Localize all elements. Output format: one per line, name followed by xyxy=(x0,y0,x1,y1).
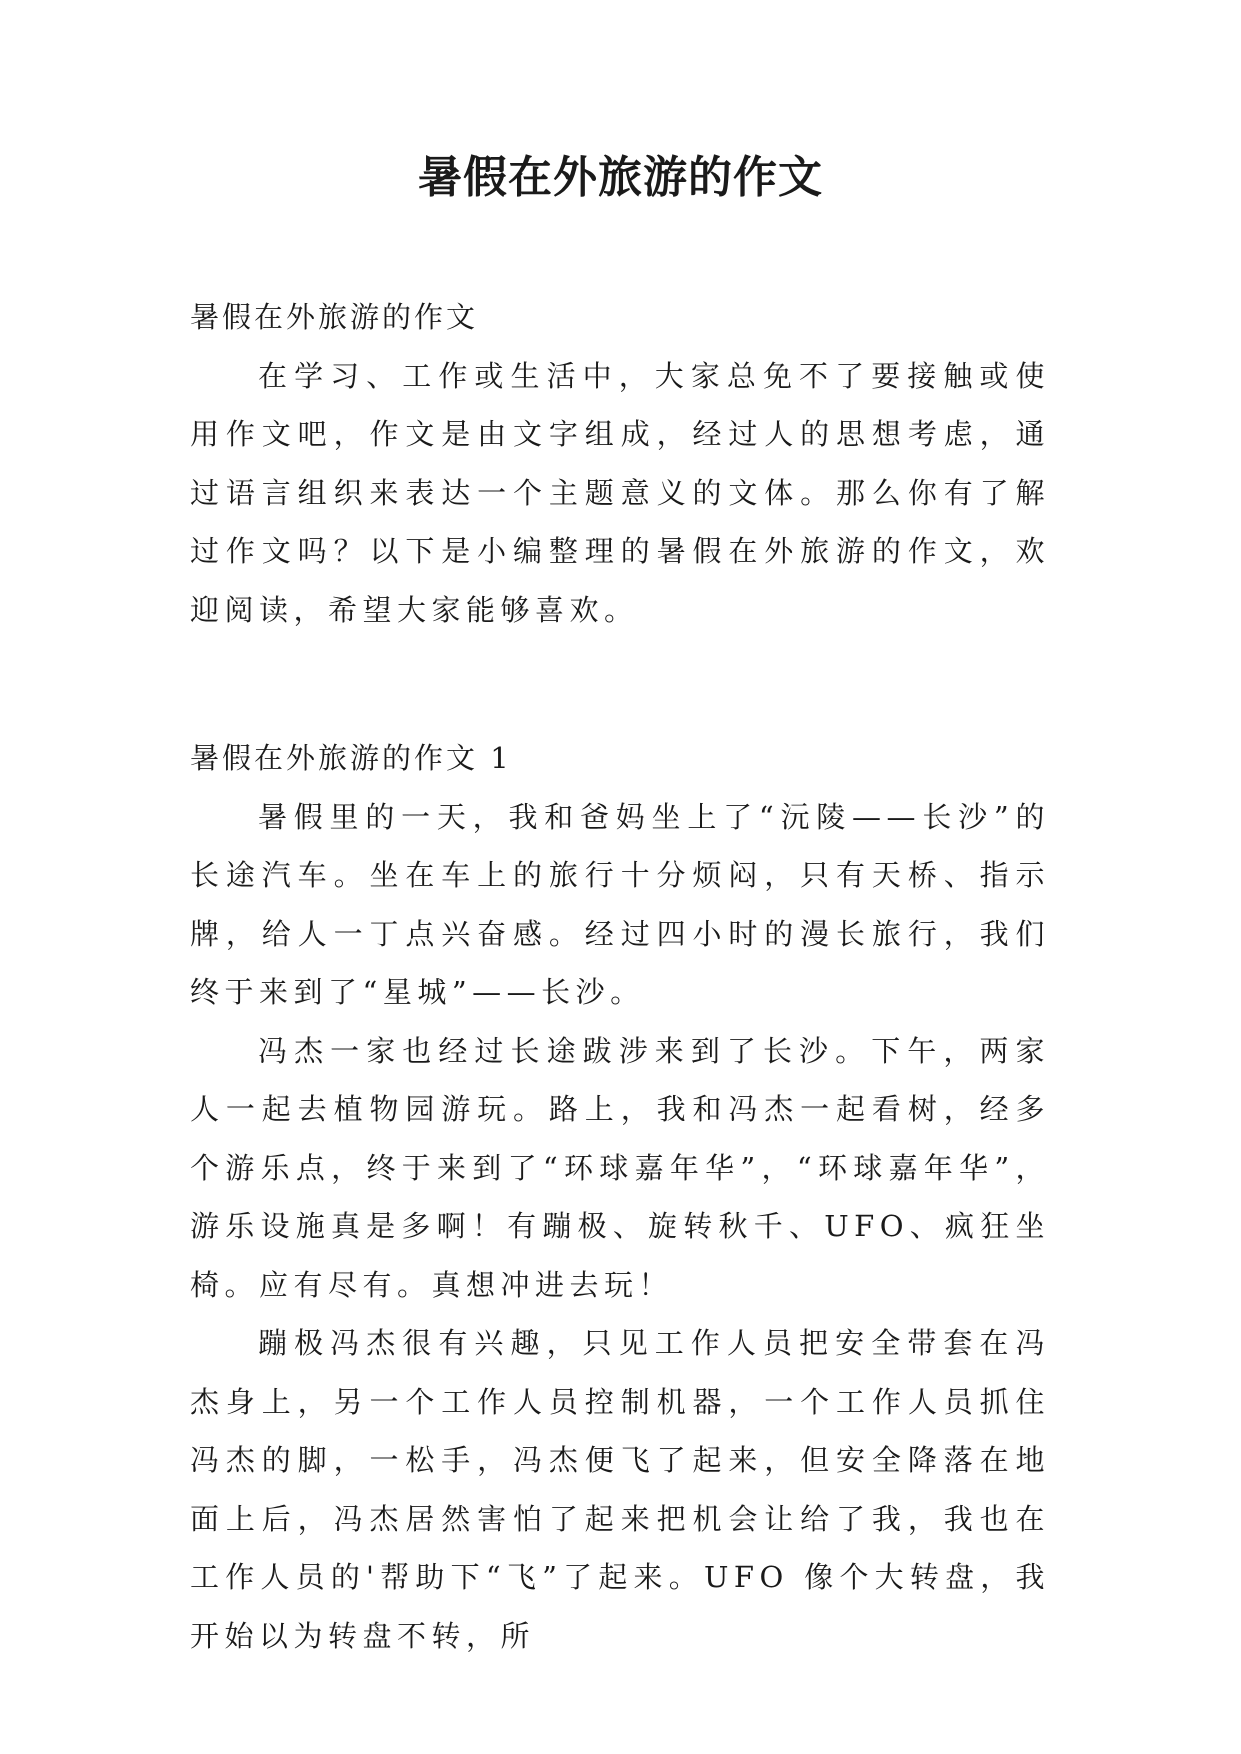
body-paragraph: 暑假里的一天，我和爸妈坐上了“沅陵——长沙”的长途汽车。坐在车上的旅行十分烦闷，只有天桥、指示牌，给人一丁点兴奋感。经过四小时的漫长旅行，我们终于来到了“星城”——长沙。 xyxy=(190,799,1050,1009)
section-heading: 暑假在外旅游的作文 1 xyxy=(190,741,512,775)
body-paragraph: 冯杰一家也经过长途跋涉来到了长沙。下午，两家人一起去植物园游玩。路上，我和冯杰一起看树，经多个游乐点，终于来到了“环球嘉年华”，“环球嘉年华”，游乐设施真是多啊！有蹦极、旋转秋千、UFO、疯狂坐椅。应有尽有。真想冲进去玩！ xyxy=(190,1033,1050,1302)
body-paragraph: 蹦极冯杰很有兴趣，只见工作人员把安全带套在冯杰身上，另一个工作人员控制机器，一个工作人员抓住冯杰的脚，一松手，冯杰便飞了起来，但安全降落在地面上后，冯杰居然害怕了起来把机会让给了我，我也在工作人员的'帮助下“飞”了起来。UFO 像个大转盘，我开始以为转盘不转，所 xyxy=(190,1326,1050,1653)
intro-paragraph: 在学习、工作或生活中，大家总免不了要接触或使用作文吧，作文是由文字组成，经过人的思想考虑，通过语言组织来表达一个主题意义的文体。那么你有了解过作文吗？以下是小编整理的暑假在外旅游的作文，欢迎阅读，希望大家能够喜欢。 xyxy=(190,358,1050,627)
section-spacer xyxy=(190,639,1050,729)
intro-heading: 暑假在外旅游的作文 xyxy=(190,300,479,334)
document-title: 暑假在外旅游的作文 xyxy=(418,152,823,203)
document-body xyxy=(190,288,1050,1665)
